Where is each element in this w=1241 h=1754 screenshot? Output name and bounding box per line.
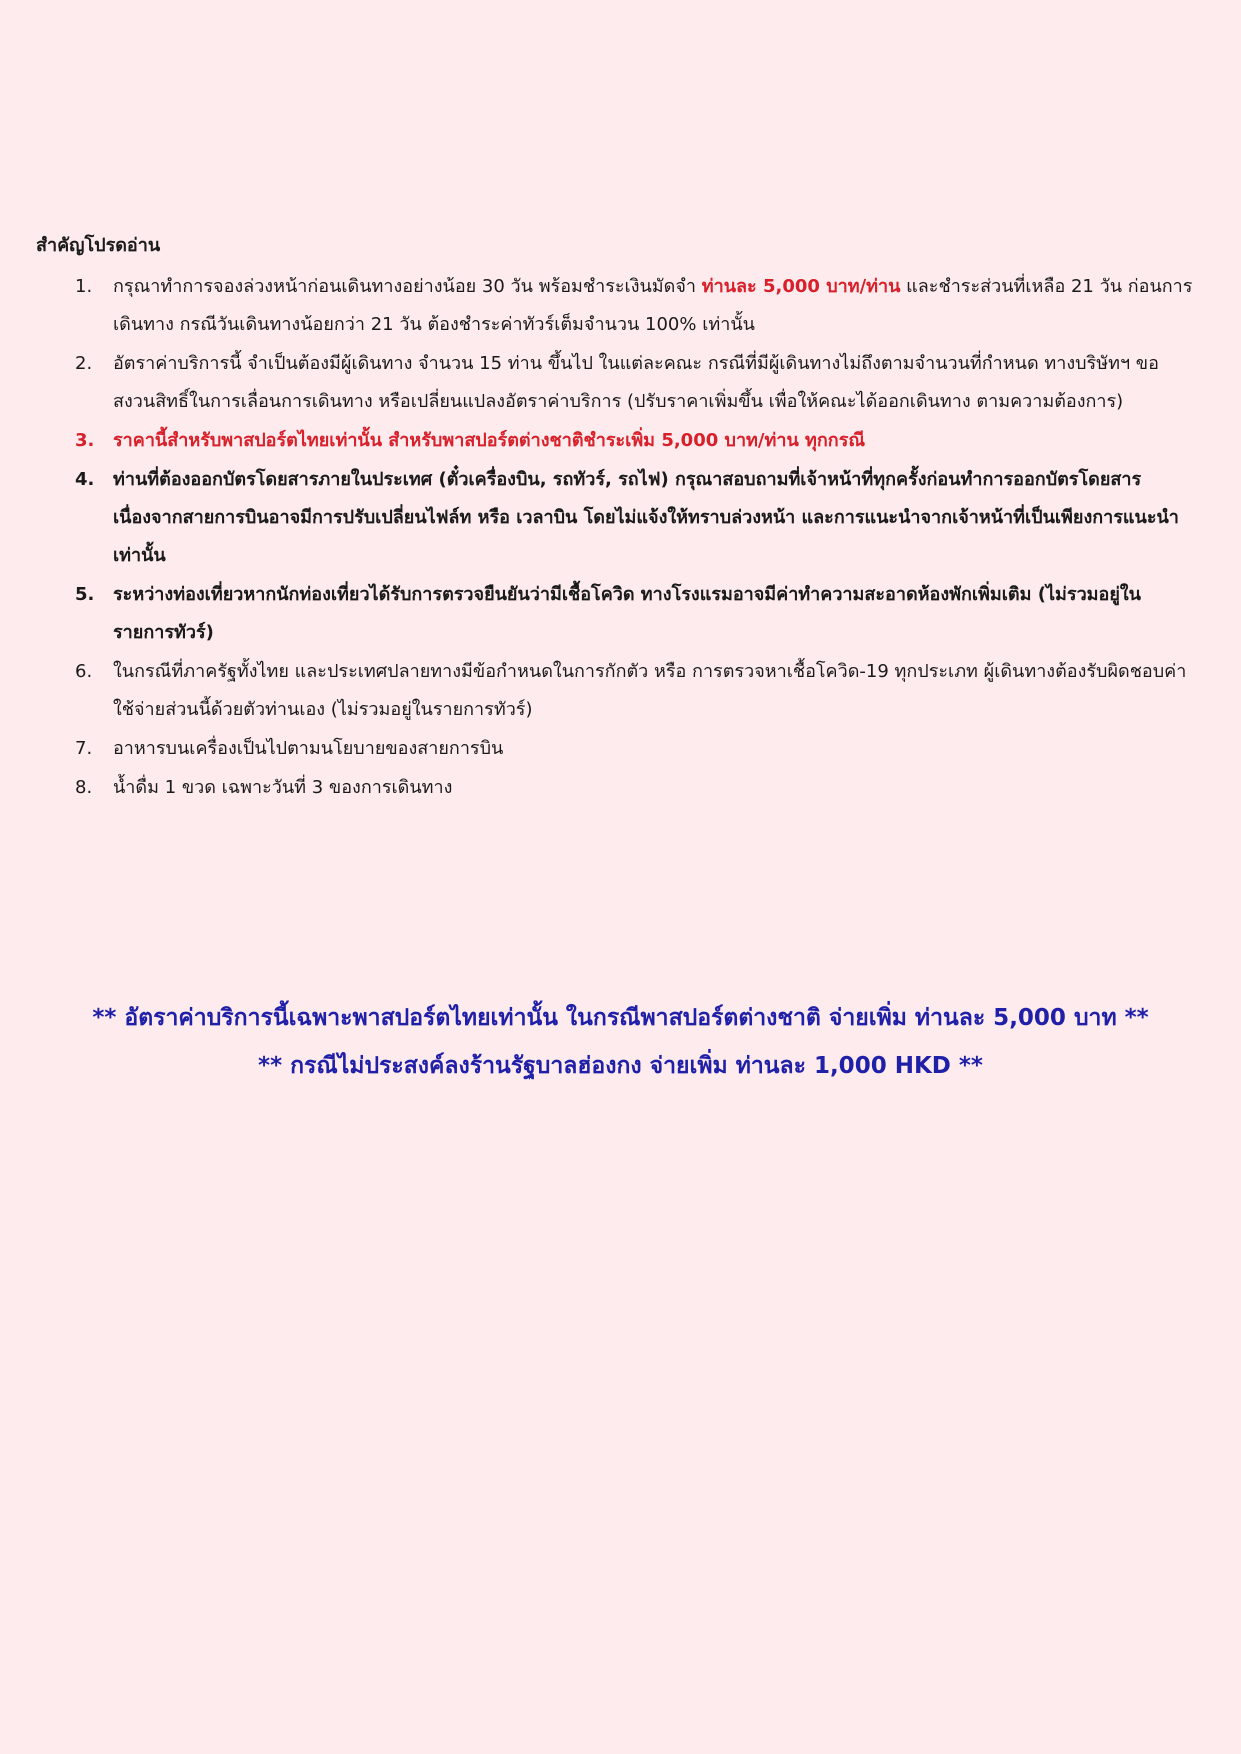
note-text: และชำระส่วนที่เหลือ 21 วัน ก่อนการเดินทาง กรณีวันเดินทางน้อยกว่า 21 วัน ต้องชำระค่าทัวร์เต็มจำนวน 100% เท่านั้น xyxy=(113,276,1193,335)
note-text: ท่านที่ต้องออกบัตรโดยสารภายในประเทศ (ตั๋วเครื่องบิน, รถทัวร์, รถไฟ) กรุณาสอบถามที่เจ้าหน้าที่ทุกครั้งก่อนทำการออกบัตรโดยสาร เนื่องจากสายการบินอาจมีการปรับเปลี่ยนไฟล์ท หรือ เวลาบิน โดยไม่แจ้งให้ทราบล่วงหน้า และการแนะนำจากเจ้าหน้าที่เป็นเพียงการแนะนำเท่านั้น xyxy=(113,469,1179,566)
note-text: น้ำดื่ม 1 ขวด เฉพาะวันที่ 3 ของการเดินทาง xyxy=(113,777,453,798)
note-item-5 xyxy=(68,576,1198,652)
note-text: ในกรณีที่ภาครัฐทั้งไทย และประเทศปลายทางมีข้อกำหนดในการกักตัว หรือ การตรวจหาเชื้อโควิด-19 ทุกประเภท ผู้เดินทางต้องรับผิดชอบค่าใช้จ่ายส่วนนี้ด้วยตัวท่านเอง (ไม่รวมอยู่ในรายการทัวร์) xyxy=(113,661,1187,720)
note-item-1 xyxy=(68,268,1198,344)
note-number: 4. xyxy=(75,469,95,490)
note-number: 2. xyxy=(75,353,93,374)
note-item-7 xyxy=(68,730,1198,768)
note-text: กรุณาทำการจองล่วงหน้าก่อนเดินทางอย่างน้อย 30 วัน พร้อมชำระเงินมัดจำ xyxy=(113,276,702,297)
note-text: ราคานี้สำหรับพาสปอร์ตไทยเท่านั้น สำหรับพาสปอร์ตต่างชาติชำระเพิ่ม 5,000 บาท/ท่าน ทุกกรณี xyxy=(113,430,866,451)
note-number: 1. xyxy=(75,276,93,297)
note-item-8 xyxy=(68,769,1198,807)
notes-list xyxy=(68,268,1198,808)
note-item-2 xyxy=(68,345,1198,421)
note-number: 3. xyxy=(75,430,95,451)
note-number: 7. xyxy=(75,738,93,759)
shop-skip-surcharge-notice: ** กรณีไม่ประสงค์ลงร้านรัฐบาลฮ่องกง จ่ายเพิ่ม ท่านละ 1,000 HKD ** xyxy=(258,1053,983,1079)
note-item-4 xyxy=(68,461,1198,575)
note-item-6 xyxy=(68,653,1198,729)
footer-notice xyxy=(0,994,1241,1090)
important-notice-heading: สำคัญโปรดอ่าน xyxy=(36,235,161,256)
note-text: อาหารบนเครื่องเป็นไปตามนโยบายของสายการบิน xyxy=(113,738,504,759)
note-number: 8. xyxy=(75,777,93,798)
note-number: 6. xyxy=(75,661,93,682)
note-number: 5. xyxy=(75,584,95,605)
note-item-3 xyxy=(68,422,1198,460)
note-text: ระหว่างท่องเที่ยวหากนักท่องเที่ยวได้รับการตรวจยืนยันว่ามีเชื้อโควิด ทางโรงแรมอาจมีค่าทำความสะอาดห้องพักเพิ่มเติม (ไม่รวมอยู่ในรายการทัวร์) xyxy=(113,584,1141,643)
note-text: อัตราค่าบริการนี้ จำเป็นต้องมีผู้เดินทาง จำนวน 15 ท่าน ขึ้นไป ในแต่ละคณะ กรณีที่มีผู้เดินทางไม่ถึงตามจำนวนที่กำหนด ทางบริษัทฯ ขอสงวนสิทธิ์ในการเลื่อนการเดินทาง หรือเปลี่ยนแปลงอัตราค่าบริการ (ปรับราคาเพิ่มขึ้น เพื่อให้คณะได้ออกเดินทาง ตามความต้องการ) xyxy=(113,353,1159,412)
foreign-passport-surcharge-notice: ** อัตราค่าบริการนี้เฉพาะพาสปอร์ตไทยเท่านั้น ในกรณีพาสปอร์ตต่างชาติ จ่ายเพิ่ม ท่านละ 5,000 บาท ** xyxy=(92,1005,1149,1031)
deposit-highlight: ท่านละ 5,000 บาท/ท่าน xyxy=(701,276,901,297)
